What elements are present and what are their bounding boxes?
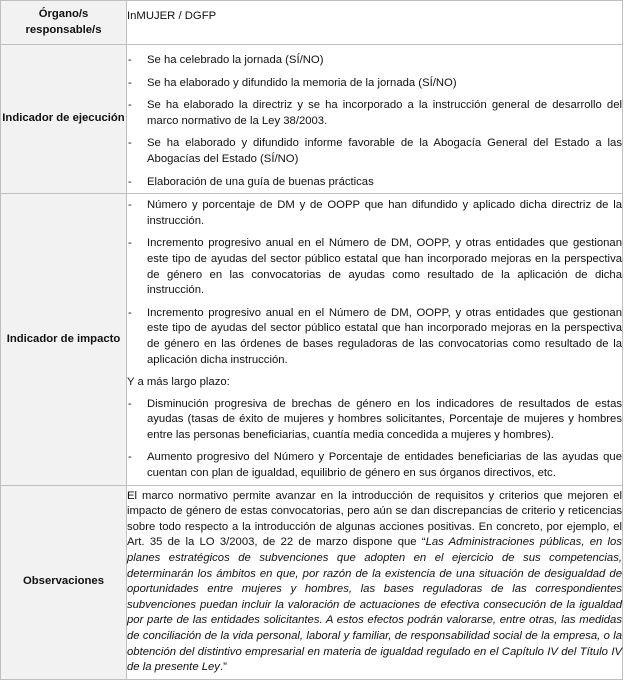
list-item: - Se ha elaborado y difundido informe favorable de la Abogacía General del Estado a las Abogacías del Estado (SÍ/NO) — [128, 137, 622, 165]
observations-row — [1, 485, 623, 679]
execution-row — [1, 45, 623, 194]
impact-label: Indicador de impacto — [1, 194, 127, 486]
execution-list — [127, 53, 622, 190]
responsible-label: Órgano/s responsable/s — [1, 1, 127, 45]
list-item: - Se ha elaborado la directriz y se ha incorporado a la instrucción general de desarrollo del marco normativo de la Ley 38/2003. — [128, 99, 622, 127]
list-item: - Incremento progresivo anual en el Número de DM, OOPP, y otras entidades que gestionan este tipo de ayudas del sector público estatal que han incorporado mejoras en la perspectiva de género en las órdenes de bases reguladoras de las convocatorias como resultado de la aplicación dicha instrucción. — [128, 306, 622, 366]
execution-label: Indicador de ejecución — [1, 45, 127, 194]
list-item: - Elaboración de una guía de buenas prácticas — [128, 175, 374, 188]
responsible-row — [1, 1, 623, 45]
long-term-list — [127, 397, 622, 482]
long-term-heading: Y a más largo plazo: — [127, 376, 230, 389]
observations-text: El marco normativo permite avanzar en la introducción de requisitos y criterios que mejoren el impacto de género de estas convocatorias, pero aún se dan discrepancias de criterio y reticencias sobre todo respecto a la introducción de algunas acciones positivas. En concreto, por ejemplo, el Art. 35 de la LO 3/2003, de 22 de marzo dispone que “Las Administraciones públicas, en los planes estratégicos de subvenciones que adopten en el ejercicio de sus competencias, determinarán los ámbitos en que, por razón de la existencia de una situación de desigualdad de oportunidades entre mujeres y hombres, las bases reguladoras de las correspondientes subvenciones puedan incluir la valoración de actuaciones de efectiva consecución de la igualdad por parte de las entidades solicitantes. A estos efectos podrán valorarse, entre otras, las medidas de conciliación de la vida personal, laboral y familiar, de responsabilidad social de la empresa, o la obtención del distintivo empresarial en materia de igualdad regulado en el Capítulo IV del Título IV de la presente Ley.” — [127, 485, 623, 679]
list-item: - Aumento progresivo del Número y Porcentaje de entidades beneficiarias de las ayudas que cuentan con plan de igualdad, equilibrio de género en sus órganos directivos, etc. — [128, 451, 622, 480]
responsible-value: InMUJER / DGFP — [127, 1, 623, 45]
list-item: - Se ha elaborado y difundido la memoria de la jornada (SÍ/NO) — [128, 76, 457, 89]
observations-label: Observaciones — [1, 485, 127, 679]
impact-content — [127, 194, 623, 486]
list-item: - Se ha celebrado la jornada (SÍ/NO) — [128, 54, 324, 66]
list-item: - Número y porcentaje de DM y de OOPP que han difundido y aplicado dicha directriz de la instrucción. — [128, 199, 622, 227]
list-item: - Disminución progresiva de brechas de género en los indicadores de resultados de estas ayudas (tasas de éxito de mujeres y hombres solicitantes, Porcentaje de mujeres y hombres entre las personas beneficiarias, cuantía media concedida a mujeres y hombres). — [128, 397, 622, 441]
impact-list — [127, 198, 622, 368]
execution-content — [127, 45, 623, 194]
list-item: - Incremento progresivo anual en el Número de DM, OOPP, y otras entidades que gestionan este tipo de ayudas del sector público estatal que han incorporado mejoras en la perspectiva de género en las convocatorias de ayudas como resultado de la aplicación de dicha instrucción. — [128, 237, 622, 297]
impact-row — [1, 194, 623, 486]
